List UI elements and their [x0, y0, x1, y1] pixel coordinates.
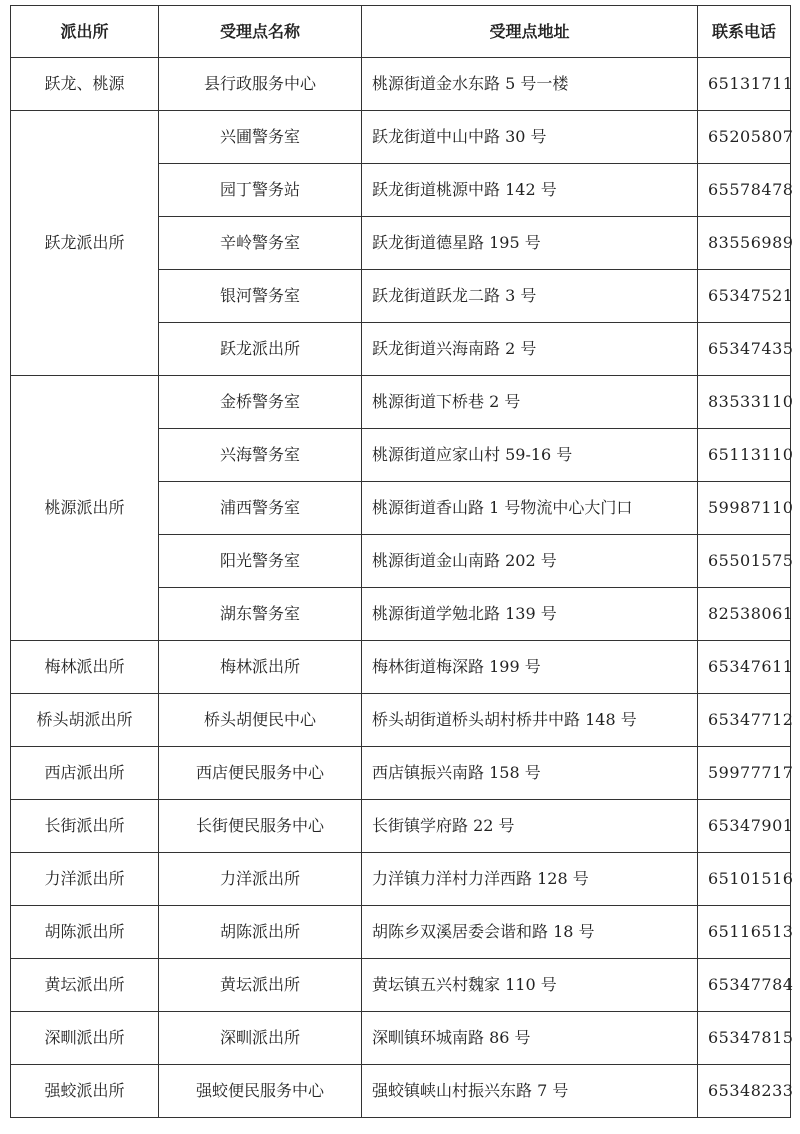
- station-cell: 黄坛派出所: [11, 959, 159, 1012]
- point-name-cell: 辛岭警务室: [159, 217, 362, 270]
- address-cell: 跃龙街道中山中路 30 号: [362, 111, 698, 164]
- table-row: [11, 641, 791, 694]
- address-cell: 跃龙街道跃龙二路 3 号: [362, 270, 698, 323]
- point-name-cell: 长街便民服务中心: [159, 800, 362, 853]
- point-name-cell: 深甽派出所: [159, 1012, 362, 1065]
- header-point-name: 受理点名称: [159, 6, 362, 58]
- station-cell: 深甽派出所: [11, 1012, 159, 1065]
- phone-cell: 65347901: [698, 800, 791, 853]
- station-cell: 西店派出所: [11, 747, 159, 800]
- phone-cell: 65348233: [698, 1065, 791, 1118]
- phone-cell: 65101516: [698, 853, 791, 906]
- point-name-cell: 金桥警务室: [159, 376, 362, 429]
- address-cell: 胡陈乡双溪居委会谐和路 18 号: [362, 906, 698, 959]
- phone-cell: 82538061: [698, 588, 791, 641]
- address-cell: 长街镇学府路 22 号: [362, 800, 698, 853]
- address-cell: 跃龙街道桃源中路 142 号: [362, 164, 698, 217]
- point-name-cell: 强蛟便民服务中心: [159, 1065, 362, 1118]
- point-name-cell: 银河警务室: [159, 270, 362, 323]
- table-row: [11, 111, 791, 164]
- phone-cell: 65113110: [698, 429, 791, 482]
- service-points-table: [10, 5, 794, 1118]
- station-cell: 梅林派出所: [11, 641, 159, 694]
- point-name-cell: 梅林派出所: [159, 641, 362, 694]
- address-cell: 黄坛镇五兴村魏家 110 号: [362, 959, 698, 1012]
- point-name-cell: 力洋派出所: [159, 853, 362, 906]
- table-body: [11, 58, 794, 1118]
- header-station: 派出所: [11, 6, 159, 58]
- phone-cell: 65347521: [698, 270, 791, 323]
- header-address: 受理点地址: [362, 6, 698, 58]
- phone-cell: 65116513: [698, 906, 791, 959]
- point-name-cell: 黄坛派出所: [159, 959, 362, 1012]
- address-cell: 桃源街道学勉北路 139 号: [362, 588, 698, 641]
- phone-cell: 65578478: [698, 164, 791, 217]
- station-cell: 桥头胡派出所: [11, 694, 159, 747]
- address-cell: 强蛟镇峡山村振兴东路 7 号: [362, 1065, 698, 1118]
- table-row: [11, 694, 791, 747]
- point-name-cell: 湖东警务室: [159, 588, 362, 641]
- table-row: [11, 1012, 791, 1065]
- point-name-cell: 兴海警务室: [159, 429, 362, 482]
- station-cell: 长街派出所: [11, 800, 159, 853]
- station-cell: 胡陈派出所: [11, 906, 159, 959]
- address-cell: 跃龙街道兴海南路 2 号: [362, 323, 698, 376]
- point-name-cell: 胡陈派出所: [159, 906, 362, 959]
- point-name-cell: 兴圃警务室: [159, 111, 362, 164]
- station-cell: 跃龙、桃源: [11, 58, 159, 111]
- address-cell: 桃源街道香山路 1 号物流中心大门口: [362, 482, 698, 535]
- address-cell: 桃源街道应家山村 59-16 号: [362, 429, 698, 482]
- station-cell: 桃源派出所: [11, 376, 159, 641]
- phone-cell: 65205807: [698, 111, 791, 164]
- point-name-cell: 跃龙派出所: [159, 323, 362, 376]
- address-cell: 力洋镇力洋村力洋西路 128 号: [362, 853, 698, 906]
- table-row: [11, 959, 791, 1012]
- point-name-cell: 西店便民服务中心: [159, 747, 362, 800]
- phone-cell: 83533110: [698, 376, 791, 429]
- table-row: [11, 747, 791, 800]
- address-cell: 桃源街道金水东路 5 号一楼: [362, 58, 698, 111]
- table-row: [11, 376, 791, 429]
- point-name-cell: 园丁警务站: [159, 164, 362, 217]
- address-cell: 深甽镇环城南路 86 号: [362, 1012, 698, 1065]
- phone-cell: 65347784: [698, 959, 791, 1012]
- table-row: [11, 853, 791, 906]
- address-cell: 跃龙街道德星路 195 号: [362, 217, 698, 270]
- header-phone: 联系电话: [698, 6, 791, 58]
- phone-cell: 65347712: [698, 694, 791, 747]
- point-name-cell: 浦西警务室: [159, 482, 362, 535]
- table-header-row: [11, 6, 791, 58]
- table-row: [11, 800, 791, 853]
- point-name-cell: 阳光警务室: [159, 535, 362, 588]
- phone-cell: 65131711: [698, 58, 791, 111]
- address-cell: 桃源街道下桥巷 2 号: [362, 376, 698, 429]
- point-name-cell: 桥头胡便民中心: [159, 694, 362, 747]
- point-name-cell: 县行政服务中心: [159, 58, 362, 111]
- station-cell: 跃龙派出所: [11, 111, 159, 376]
- table-row: [11, 1065, 791, 1118]
- station-cell: 强蛟派出所: [11, 1065, 159, 1118]
- phone-cell: 59987110: [698, 482, 791, 535]
- table-row: [11, 58, 791, 111]
- address-cell: 梅林街道梅深路 199 号: [362, 641, 698, 694]
- police-service-points-sheet: [10, 5, 794, 1118]
- address-cell: 桃源街道金山南路 202 号: [362, 535, 698, 588]
- table-row: [11, 906, 791, 959]
- phone-cell: 83556989: [698, 217, 791, 270]
- address-cell: 桥头胡街道桥头胡村桥井中路 148 号: [362, 694, 698, 747]
- phone-cell: 59977717: [698, 747, 791, 800]
- phone-cell: 65347435: [698, 323, 791, 376]
- address-cell: 西店镇振兴南路 158 号: [362, 747, 698, 800]
- station-cell: 力洋派出所: [11, 853, 159, 906]
- phone-cell: 65347611: [698, 641, 791, 694]
- phone-cell: 65501575: [698, 535, 791, 588]
- phone-cell: 65347815: [698, 1012, 791, 1065]
